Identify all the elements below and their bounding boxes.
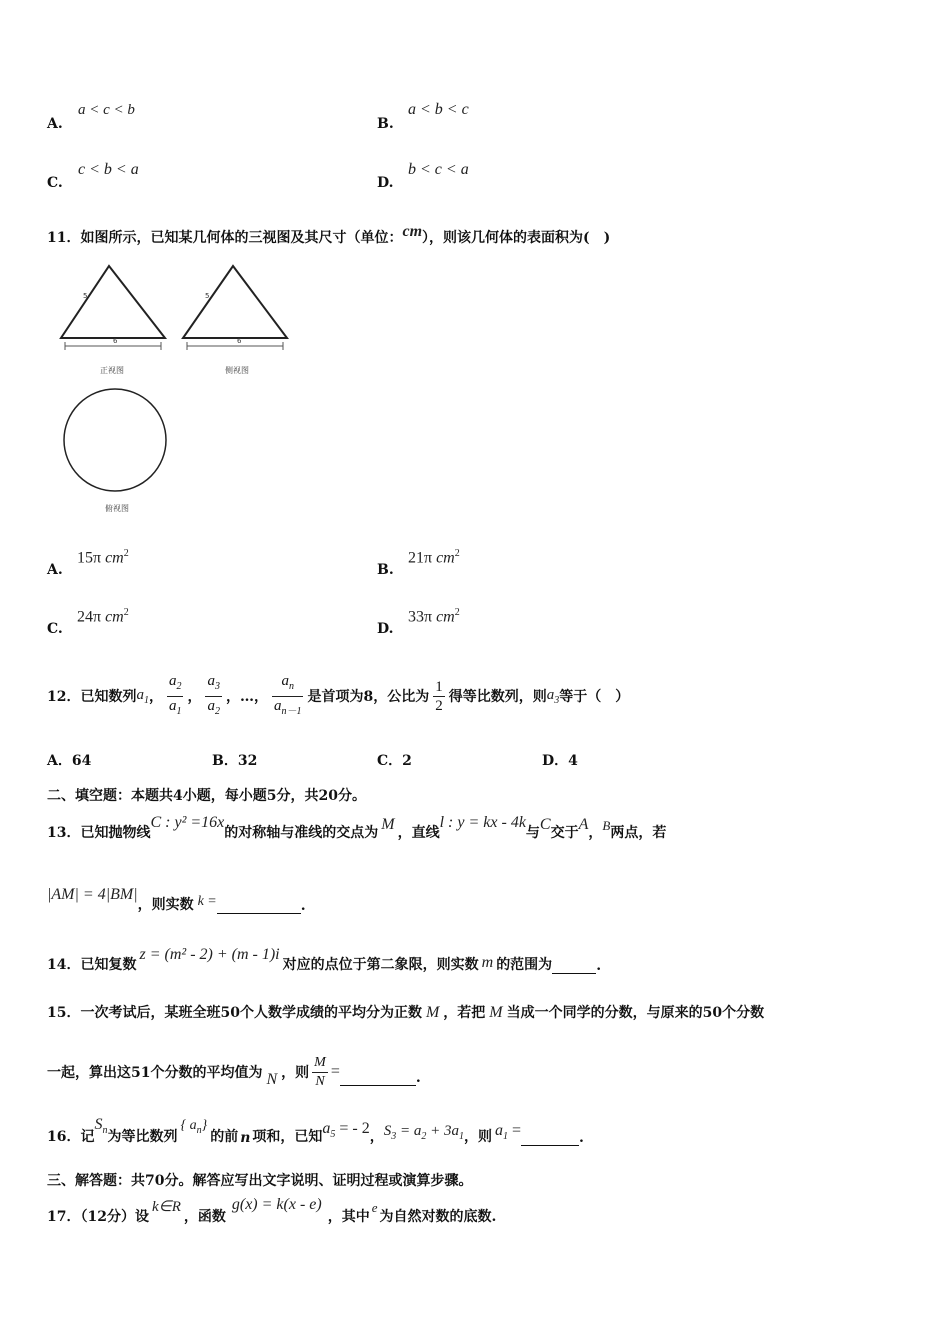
top-view-label: 俯视图 [105,504,129,513]
q11-option-c-label: C. [47,621,63,637]
q11-option-b-value: 21π $cm^2$ [408,548,460,567]
side-view [183,266,287,375]
q15-line-2: 一起，算出这51个分数的平均值为 N ，则 $\frac{M}{N}$ = . [47,1054,421,1089]
q11-option-b-label: B. [377,562,394,578]
q11-option-a-label: A. [47,562,63,578]
q10-option-d-label: D. [377,175,394,191]
q16-answer-blank[interactable] [521,1131,579,1146]
q15-answer-blank[interactable] [340,1071,416,1086]
section-3-title: 三、解答题：共70分。解答应写出文字说明、证明过程或演算步骤。 [47,1173,473,1189]
front-base-dim: 6 [113,337,118,345]
q15-fraction: $\frac{M}{N}$ [314,1054,326,1089]
q13-condition: |AM| = 4|BM| ，则实数 k = . [47,886,306,914]
q12-option-d: D．4 [542,753,578,769]
side-view-label: 侧视图 [225,366,249,375]
q11-stem: 11．如图所示，已知某几何体的三视图及其尺寸（单位：cm），则该几何体的表面积为( ) [47,223,611,246]
q10-option-c-expr: c < b < a [78,161,139,178]
q15-line-1: 15．一次考试后，某班全班50个人数学成绩的平均分为正数 M ，若把 M 当成一个同学的分数，与原来的50个分数 [47,1004,765,1021]
q14-stem: 14．已知复数 z = (m² - 2) + (m - 1)i 对应的点位于第二象限，则实数 m 的范围为 . [47,946,602,974]
q13-stem: 13．已知抛物线 C : y² =16x 的对称轴与准线的交点为 M ，直线 l : y = kx - 4k 与 C 交于 A ， B 两点，若 [47,814,667,841]
q17-stem: 17．（12分）设 k∈R ，函数 g(x) = k(x - e) ，其中 e 为自然对数的底数. [47,1196,497,1225]
q12-fraction-2: $\frac{a_3}{a_2}$ [207,672,220,717]
front-slant-dim: 5 [83,292,88,300]
q10-option-a-label: A. [47,116,63,132]
q11-option-a-value: 15π $cm^2$ [77,548,129,567]
q10-option-d-expr: b < c < a [408,161,469,178]
three-view-figure [55,260,305,520]
q14-answer-blank[interactable] [552,959,596,974]
q10-option-a-expr: a < c < b [78,102,135,118]
side-slant-dim: 5 [205,292,210,300]
q13-answer-blank[interactable] [217,899,301,914]
q11-option-d-value: 33π $cm^2$ [408,607,460,626]
front-view [61,266,165,375]
q12-option-b: B．32 [212,753,258,769]
q10-option-c-label: C. [47,175,63,191]
side-base-dim: 6 [237,337,242,345]
q11-option-c-value: 24π $cm^2$ [77,607,129,626]
q10-option-b-label: B. [377,116,394,132]
q12-stem: 12．已知数列 $a_1$ ， $\frac{a_2}{a_1}$ ， $\frac{a_3}{a_2}$ ，…， $\frac{a_n}{a_{n-1}}$ 是首项为8，公比为 $\frac{1}{2}$ 得等比数列，则 $a_3$ 等于（ ） [47,668,629,724]
q16-stem: 16．记 $S_n$ 为等比数列 { $a_n$} 的前 n 项和，已知 $a_5$ = - 2 ， $S_3 = a_2 + 3a_1$ ，则 $a_1$ = . [47,1115,584,1146]
front-view-label: 正视图 [100,366,124,375]
q12-option-a: A．64 [47,753,92,769]
q10-option-b-expr: a < b < c [408,101,469,118]
q12-option-c: C．2 [377,753,412,769]
q12-fraction-3: $\frac{a_n}{a_{n-1}}$ [273,672,302,717]
q11-option-d-label: D. [377,621,394,637]
top-view [64,389,166,513]
q12-fraction-1: $\frac{a_2}{a_1}$ [168,672,182,717]
q12-ratio: $\frac{1}{2}$ [435,678,443,714]
section-2-title: 二、填空题：本题共4小题，每小题5分，共20分。 [47,788,366,804]
